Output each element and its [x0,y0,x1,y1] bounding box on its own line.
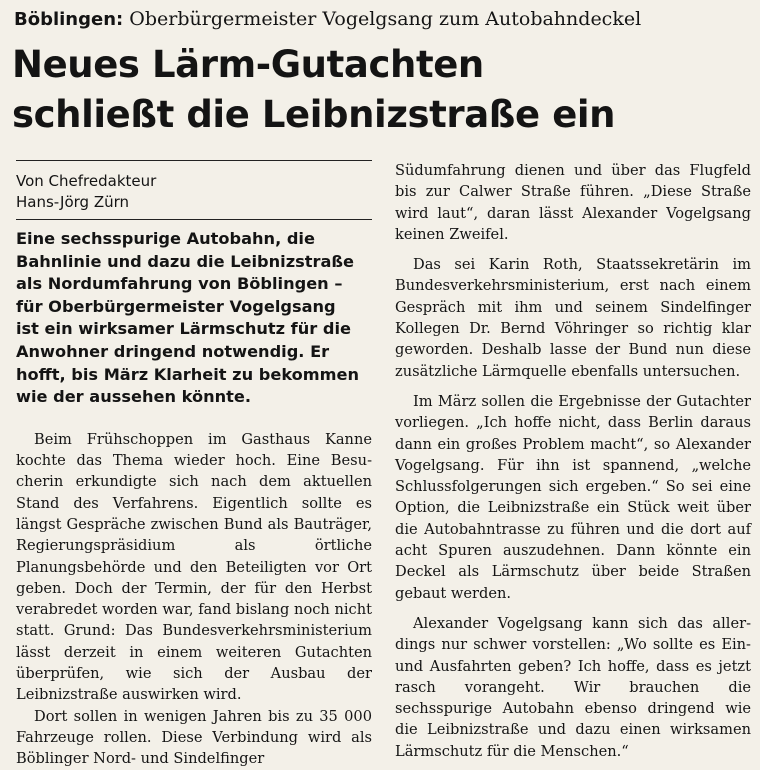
headline-line-1: Neues Lärm-Gutachten [12,43,484,86]
column-2 [395,160,751,762]
kicker-text: Oberbürgermeister Vogelgsang zum Autobahndeckel [123,8,642,30]
body-paragraph: Südumfahrung dienen und über das Flugfeld bis zur Calwer Straße führen. „Diese Straße wird laut“, daran lässt Alexander Vogelgsang keinen Zweifel. [395,162,751,243]
lead-paragraph [16,220,372,419]
headline [12,40,757,140]
lead-line: für Oberbürgermeister Vogelgsang [16,296,336,316]
lead-line: Eine sechsspurige Autobahn, die [16,229,315,248]
body-paragraph: Dort sollen in wenigen Jahren bis zu 35 000 Fahrzeuge rollen. Diese Verbindung wird als Böblinger Nord- und Sindelfinger [16,707,372,768]
byline-line-2: Hans-Jörg Zürn [16,193,130,211]
column-1-body [16,429,372,770]
kicker [14,6,754,33]
lead-line: ist ein wirksamer Lärmschutz für die [16,319,351,339]
body-paragraph: Das sei Karin Roth, Staatssekretärin im Bundesverkehrsministerium, erst nach einem Gespräch mit ihm und seinem Sindelfinger Kollegen Dr. Bernd Vöhringer so richtig klar geworden. Deshalb lasse der Bund nun diese zusätzliche Lärmquelle ebenfalls untersuchen. [395,256,751,380]
byline [16,161,372,219]
body-paragraph: Beim Frühschoppen im Gasthaus Kanne kochte das Thema wieder hoch. Eine Besucherin erkundigte sich nach dem aktuellen Stand des Verfahrens. Eigentlich sollte es längst Gespräche zwischen Bund als Bauträger, Regierungspräsidium als örtliche Planungsbehörde und den Beteiligten vor Ort geben. Doch der Termin, der für den Herbst verabredet worden war, fand bislang noch nicht statt. Grund: Das Bundesverkehrsministerium lässt derzeit in einem weiteren Gutachten überprüfen, wie sich der Ausbau der Leibnizstraße auswirken wird. [16,430,372,704]
headline-line-2: schließt die Leibnizstraße ein [12,93,616,136]
byline-line-1: Von Chefredakteur [16,172,157,190]
kicker-place: Böblingen: [14,9,124,30]
lead-line: Anwohner dringend notwendig. Er [16,341,330,361]
body-paragraph: Alexander Vogelgsang kann sich das allerdings nur schwer vorstellen: „Wo sollte es Ein- und Ausfahrten geben? Ich hoffe, dass es jetzt rasch vorangeht. Wir brauchen die sechsspurige Autobahn ebenso dringend wie die Leibnizstraße und dazu einen wirksamen Lärmschutz für die Menschen.“ [395,614,751,760]
lead-line: hofft, bis März Klarheit zu bekommen [16,364,360,384]
column-2-body [395,160,751,762]
lead-line: Bahnlinie und dazu die Leibnizstraße [16,251,355,271]
body-paragraph: Im März sollen die Ergebnisse der Gutachter vorliegen. „Ich hoffe nicht, dass Berlin daraus dann ein großes Problem macht“, so Alexander Vogelgsang. Für ihn ist spannend, „welche Schlussfolgerungen sich ergeben.“ So sei eine Option, die Leibnizstraße ein Stück weit über die Autobahntrasse zu führen und die dort auf acht Spuren auszudehnen. Dann könnte ein Deckel als Lärmschutz über beide Straßen gebaut werden. [395,392,751,602]
column-1 [16,160,372,770]
lead-line: wie der aussehen könnte. [16,387,252,407]
lead-line: als Nordumfahrung von Böblingen – [16,274,343,294]
